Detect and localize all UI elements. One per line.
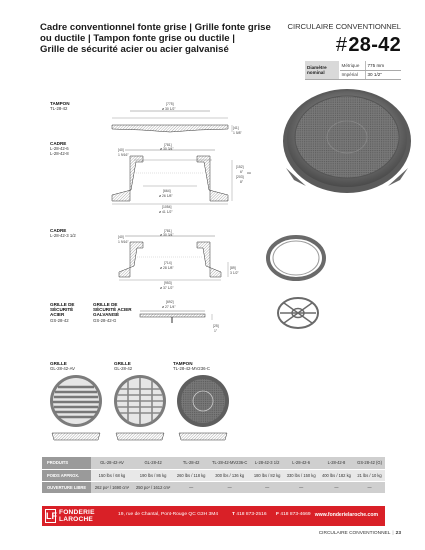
spec-system-imperial: Impérial (339, 70, 365, 79)
page-number: 23 (395, 531, 401, 536)
table-cell: 262 po² / 1690 cm² (91, 481, 132, 493)
table-cell: — (251, 481, 284, 493)
dim-b-mid2: ø 28 1/8" (160, 266, 174, 270)
table-cell: TL-28-42 (174, 457, 209, 469)
footer-website-link[interactable]: www.fonderielaroche.com (314, 512, 378, 518)
dim-g-top2: ø 27 1/4" (162, 305, 176, 309)
footer-address: 19, rue de Chantal, Pont-Rouge QC G3H 3M4 (118, 512, 219, 517)
table-cell: L-28-42-6 (284, 457, 319, 469)
phone-number: 418 873-2516 (236, 512, 267, 517)
dim-a-lip: [40] (118, 148, 124, 152)
table-cell: L-28-42-8 (319, 457, 354, 469)
dim-g-h: [25] (213, 324, 219, 328)
category-label: CIRCULAIRE CONVENTIONNEL (287, 22, 401, 31)
model-hash: # (335, 34, 348, 56)
label-grille-galv-name: GRILLE DE SÉCURITÉ ACIER GALVANISÉ (93, 302, 132, 318)
label-grille-2-name: GRILLE (114, 361, 131, 366)
label-grille-galv-code: GS-28-42-G (93, 317, 117, 323)
cadre-b-section-drawing (119, 236, 228, 280)
dim-a-mid: [664] (163, 189, 171, 193)
table-cell: — (354, 481, 385, 493)
logo-mark: LF (46, 511, 57, 521)
label-cadre-a-name: CADRE (50, 141, 67, 146)
table-row (42, 469, 385, 481)
table-cell: GL-28-42-AV (91, 457, 132, 469)
table-cell: GS-28-42 (G) (354, 457, 385, 469)
table-cell: GL-28-42 (133, 457, 174, 469)
table-cell: — (209, 481, 251, 493)
dim-a-mid2: ø 26 1/8" (159, 194, 173, 198)
page-footer: CIRCULAIRE CONVENTIONNEL | 23 (318, 531, 401, 536)
dim-b-lip: [40] (118, 235, 124, 239)
table-cell: — (174, 481, 209, 493)
tampon-render-image (283, 89, 411, 193)
grille-securite-render-image (278, 298, 318, 328)
label-cadre-b-code: L-28-42-3 1/2 (50, 233, 76, 239)
spec-system-metric: Métrique (339, 61, 365, 70)
title-line-1: Cadre conventionnel fonte grise | Grille fonte grise (40, 22, 271, 33)
table-cell: 250 po² / 1612 cm² (133, 481, 174, 493)
spec-value-metric: 775 mm (365, 61, 401, 70)
dim-a-bot: [1054] (162, 205, 172, 209)
dim-a-h1: [152] (236, 165, 244, 169)
spec-value-imperial: 30 1/2" (365, 70, 401, 79)
table-cell: 190 lbs / 86 kg (133, 469, 174, 481)
table-row (42, 481, 385, 493)
dim-t-top2: ø 30 1/2" (162, 107, 176, 111)
footer-fax (276, 512, 311, 517)
title-line-3: Grille de sécurité acier ou acier galvanisé (40, 44, 229, 55)
dim-a-h4: 8" (240, 180, 244, 184)
dim-a-top2: ø 30 3/4" (160, 147, 174, 151)
label-grille-1-name: GRILLE (50, 361, 67, 366)
dim-b-bot2: ø 37 1/2" (160, 286, 174, 290)
label-tampon-2-name: TAMPON (173, 361, 193, 366)
dim-g-h2: 1" (214, 329, 218, 333)
dim-a-or: ou (247, 171, 251, 175)
grille-plan-drawing (114, 375, 166, 440)
dim-a-h2: 6" (240, 170, 244, 174)
dim-b-lip2: 1 9/16" (118, 240, 129, 244)
table-row (42, 457, 385, 469)
label-grille-acier-name: GRILLE DE SÉCURITÉ ACIER (50, 302, 75, 318)
cadre-ring-render-image (268, 237, 324, 279)
table-cell: 400 lbs / 182 kg (319, 469, 354, 481)
label-grille-1-code: GL-28-42-AV (50, 366, 75, 372)
dim-b-h2: 3 1/2" (230, 271, 239, 275)
table-cell: — (319, 481, 354, 493)
dim-b-top2: ø 30 3/4" (160, 233, 174, 237)
row-header-produits: PRODUITS (42, 457, 91, 469)
logo-name-1: FONDERIE (59, 509, 95, 516)
dim-b-top: [781] (164, 229, 172, 233)
title-line-2: ou ductile | Tampon fonte grise ou ductile | (40, 33, 235, 44)
dim-a-bot2: ø 41 1/2" (159, 210, 173, 214)
grille-securite-section-drawing (140, 311, 212, 323)
label-cadre-a-code-2: L-28-42-8 (50, 151, 69, 157)
row-header-poids: POIDS APPROX. (42, 469, 91, 481)
fax-number: 418 873-4669 (280, 512, 311, 517)
footer-bar (42, 506, 385, 526)
label-tampon-2-code: TL-28-42-MV236-C (173, 366, 211, 372)
row-header-ouverture: OUVERTURE LIBRE (42, 481, 91, 493)
label-grille-acier-code: GS-28-42 (50, 317, 69, 323)
company-logo (45, 509, 109, 523)
dim-t-h2: 1 5/8" (233, 131, 242, 135)
table-cell: 21 lbs / 10 kg (354, 469, 385, 481)
dim-a-top: [781] (164, 143, 172, 147)
table-cell: L-28-42-3 1/2 (251, 457, 284, 469)
label-tampon-code: TL-28-42 (50, 106, 68, 112)
dim-b-h: [89] (230, 266, 236, 270)
fax-label: F (276, 512, 279, 517)
tampon-mv236-plan-drawing (177, 375, 229, 440)
table-cell: 260 lbs / 118 kg (174, 469, 209, 481)
tampon-section-drawing (112, 111, 232, 132)
table-cell: TL-28-42-MV236-C (209, 457, 251, 469)
dim-a-lip2: 1 9/16" (118, 153, 129, 157)
footer-phone (232, 512, 267, 517)
spec-heading: Diamètre nominal (305, 61, 339, 79)
model-number-value: 28-42 (348, 34, 401, 56)
table-cell: 300 lbs / 136 kg (209, 469, 251, 481)
dim-t-top: [775] (166, 102, 174, 106)
phone-label: T (232, 512, 235, 517)
label-tampon-name: TAMPON (50, 101, 70, 106)
label-cadre-a-code-1: L-28-42-6 (50, 146, 69, 152)
table-cell: 330 lbs / 150 kg (284, 469, 319, 481)
product-specs-table (42, 457, 385, 494)
label-cadre-b-name: CADRE (50, 228, 67, 233)
label-grille-2-code: GL-28-42 (114, 366, 133, 372)
dim-t-h: [41] (233, 126, 239, 130)
dim-b-mid: [714] (164, 261, 172, 265)
table-cell: 180 lbs / 82 kg (251, 469, 284, 481)
dim-b-bot: [953] (164, 281, 172, 285)
dim-a-h3: [203] (236, 175, 244, 179)
logo-name-2: LAROCHE (59, 516, 94, 523)
grille-av-plan-drawing (50, 375, 102, 440)
page-section: CIRCULAIRE CONVENTIONNEL (318, 531, 391, 536)
table-cell: 150 lbs / 68 kg (91, 469, 132, 481)
dim-g-top: [692] (166, 300, 174, 304)
table-cell: — (284, 481, 319, 493)
